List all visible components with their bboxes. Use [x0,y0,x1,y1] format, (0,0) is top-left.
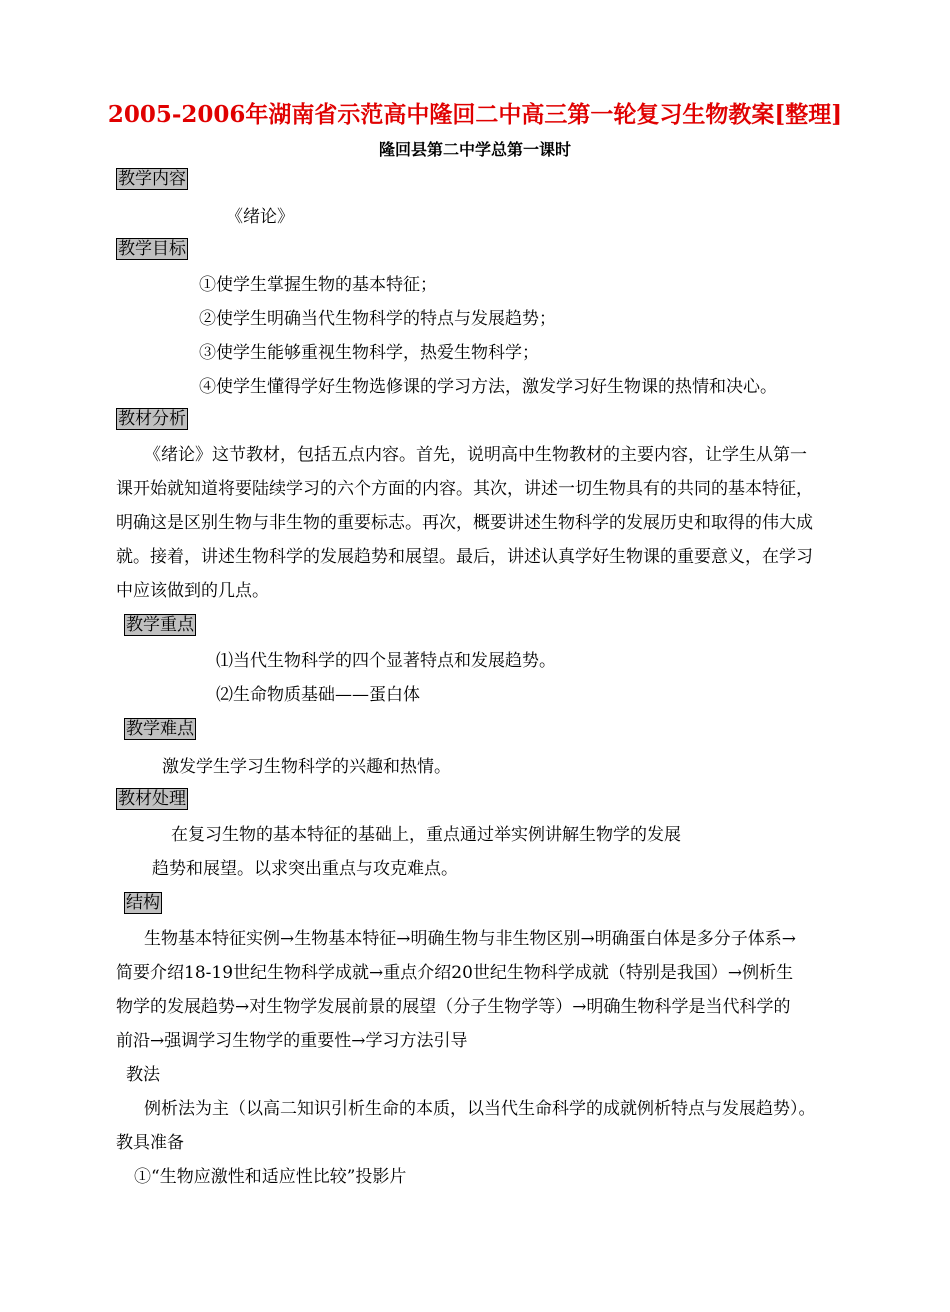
processing-line: 在复习生物的基本特征的基础上，重点通过举实例讲解生物学的发展 [171,825,681,845]
structure-line: 物学的发展趋势→对生物学发展前景的展望（分子生物学等）→明确生物科学是当代科学的 [116,997,791,1017]
key-point-item: ⑴当代生物科学的四个显著特点和发展趋势。 [216,651,556,671]
section-heading-key-points: 教学重点 [126,615,194,635]
section-heading-method: 教法 [126,1065,160,1085]
analysis-line: 中应该做到的几点。 [116,581,269,601]
section-heading-processing: 教材处理 [118,789,186,809]
section-heading-content: 教学内容 [118,169,186,189]
section-heading-structure: 结构 [126,893,160,913]
key-point-item: ⑵生命物质基础——蛋白体 [216,685,420,705]
document-subtitle: 隆回县第二中学总第一课时 [378,140,571,159]
objective-item: ①使学生掌握生物的基本特征； [199,275,437,295]
analysis-line: 就。接着，讲述生物科学的发展趋势和展望。最后，讲述认真学好生物课的重要意义，在学习 [116,547,813,567]
analysis-line: 课开始就知道将要陆续学习的六个方面的内容。其次，讲述一切生物具有的共同的基本特征， [116,479,813,499]
objective-item: ②使学生明确当代生物科学的特点与发展趋势； [199,309,556,329]
section-heading-analysis: 教材分析 [118,409,186,429]
document-title: 2005-2006年湖南省示范高中隆回二中高三第一轮复习生物教案[整理] [107,101,843,128]
structure-line: 前沿→强调学习生物学的重要性→学习方法引导 [116,1031,468,1051]
objective-item: ③使学生能够重视生物科学，热爱生物科学； [199,343,539,363]
analysis-line: 《绪论》这节教材，包括五点内容。首先，说明高中生物教材的主要内容，让学生从第一 [144,445,807,465]
difficulty-text: 激发学生学习生物科学的兴趣和热情。 [162,757,451,777]
tool-item: ①“生物应激性和适应性比较”投影片 [134,1167,407,1187]
section-heading-objectives: 教学目标 [118,239,186,259]
structure-line: 生物基本特征实例→生物基本特征→明确生物与非生物区别→明确蛋白体是多分子体系→ [144,929,796,949]
structure-line: 简要介绍18-19世纪生物科学成就→重点介绍20世纪生物科学成就（特别是我国）→例析生 [116,963,794,983]
section-heading-difficulty: 教学难点 [126,719,194,739]
content-text: 《绪论》 [226,207,294,227]
analysis-line: 明确这是区别生物与非生物的重要标志。再次，概要讲述生物科学的发展历史和取得的伟大成 [116,513,813,533]
processing-line: 趋势和展望。以求突出重点与攻克难点。 [152,859,458,879]
method-text: 例析法为主（以高二知识引析生命的本质，以当代生命科学的成就例析特点与发展趋势）。 [144,1099,816,1119]
section-heading-tools: 教具准备 [116,1133,184,1153]
objective-item: ④使学生懂得学好生物选修课的学习方法，激发学习好生物课的热情和决心。 [199,377,777,397]
